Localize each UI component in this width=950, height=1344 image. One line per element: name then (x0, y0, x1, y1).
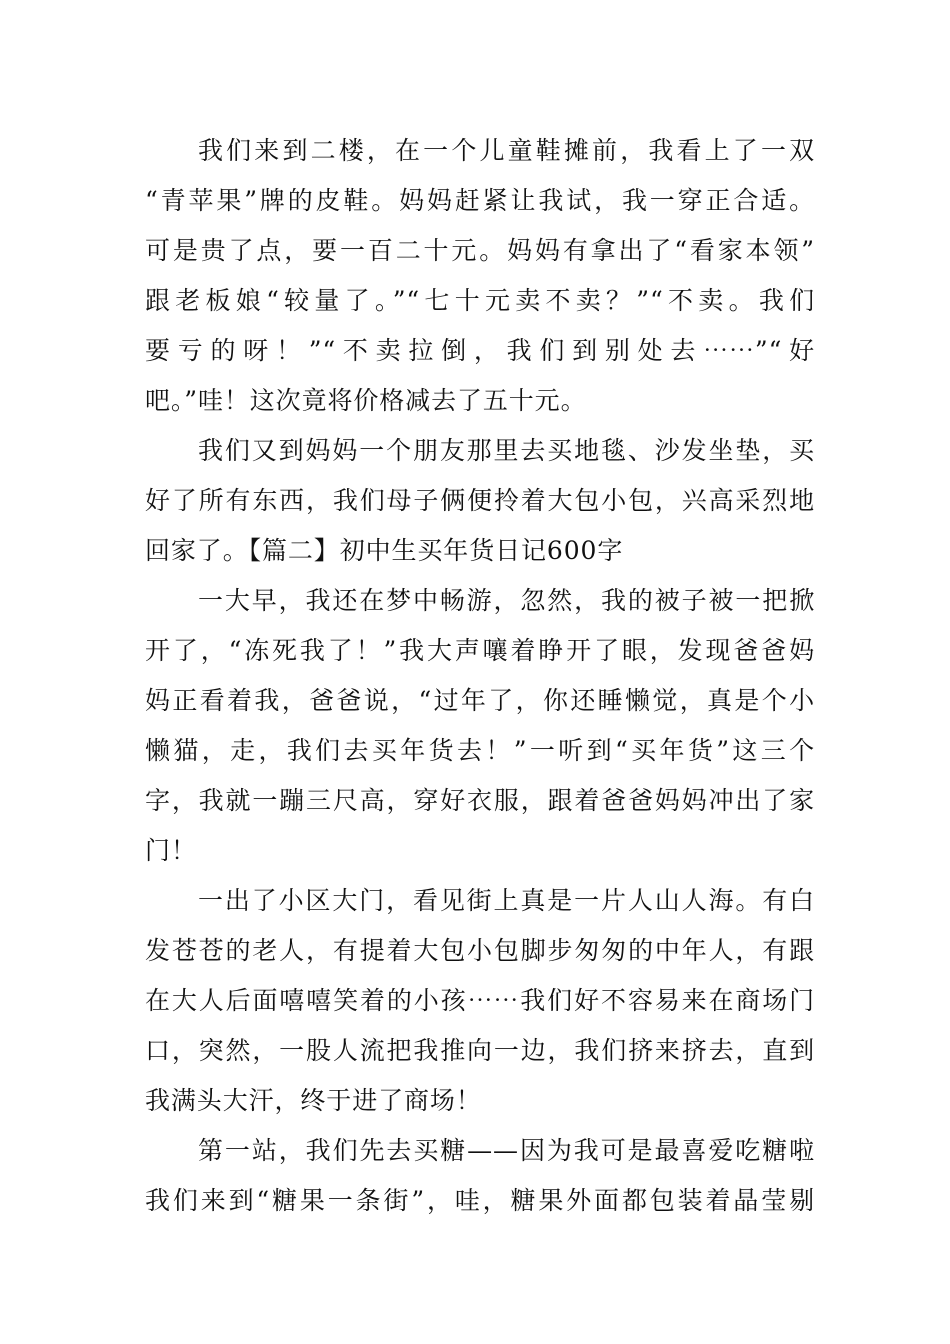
text-line: 我们来到二楼，在一个儿童鞋摊前，我看上了一双 (198, 136, 815, 165)
text-line: 开了，“冻死我了！”我大声嚷着睁开了眼，发现爸爸妈 (145, 636, 815, 665)
text-line: 第一站，我们先去买糖——因为我可是最喜爱吃糖啦 (198, 1136, 815, 1165)
text-line: 发苍苍的老人，有提着大包小包脚步匆匆的中年人，有跟 (145, 936, 815, 965)
text-line: 一大早，我还在梦中畅游，忽然，我的被子被一把掀 (198, 586, 815, 615)
text-line: 回家了。【篇二】初中生买年货日记600字 (145, 536, 624, 565)
text-line: 跟老板娘“较量了。”“七十元卖不卖？”“不卖。我们 (145, 286, 815, 315)
text-line: 好了所有东西，我们母子俩便拎着大包小包，兴高采烈地 (145, 486, 815, 515)
text-line: 一出了小区大门，看见街上真是一片人山人海。有白 (198, 886, 815, 915)
text-line: 懒猫，走，我们去买年货去！”一听到“买年货”这三个 (145, 736, 815, 765)
text-line: 在大人后面嘻嘻笑着的小孩⋯⋯我们好不容易来在商场门 (145, 986, 815, 1015)
text-line: 门！ (145, 836, 197, 865)
text-line: 我们来到“糖果一条街”，哇，糖果外面都包装着晶莹剔 (145, 1186, 815, 1215)
text-line: 口，突然，一股人流把我推向一边，我们挤来挤去，直到 (145, 1036, 815, 1065)
text-line: 我们又到妈妈一个朋友那里去买地毯、沙发坐垫，买 (198, 436, 815, 465)
text-line: “青苹果”牌的皮鞋。妈妈赶紧让我试，我一穿正合适。 (145, 186, 815, 215)
text-line: 可是贵了点，要一百二十元。妈妈有拿出了“看家本领” (145, 236, 815, 265)
text-line: 要亏的呀！”“不卖拉倒，我们到别处去⋯⋯”“好 (145, 336, 815, 365)
text-line: 字，我就一蹦三尺高，穿好衣服，跟着爸爸妈妈冲出了家 (145, 786, 815, 815)
text-line: 妈正看着我，爸爸说，“过年了，你还睡懒觉，真是个小 (145, 686, 815, 715)
text-line: 我满头大汗，终于进了商场！ (145, 1086, 482, 1115)
text-line: 吧。”哇！这次竟将价格减去了五十元。 (145, 386, 587, 415)
article-body (145, 126, 815, 1226)
